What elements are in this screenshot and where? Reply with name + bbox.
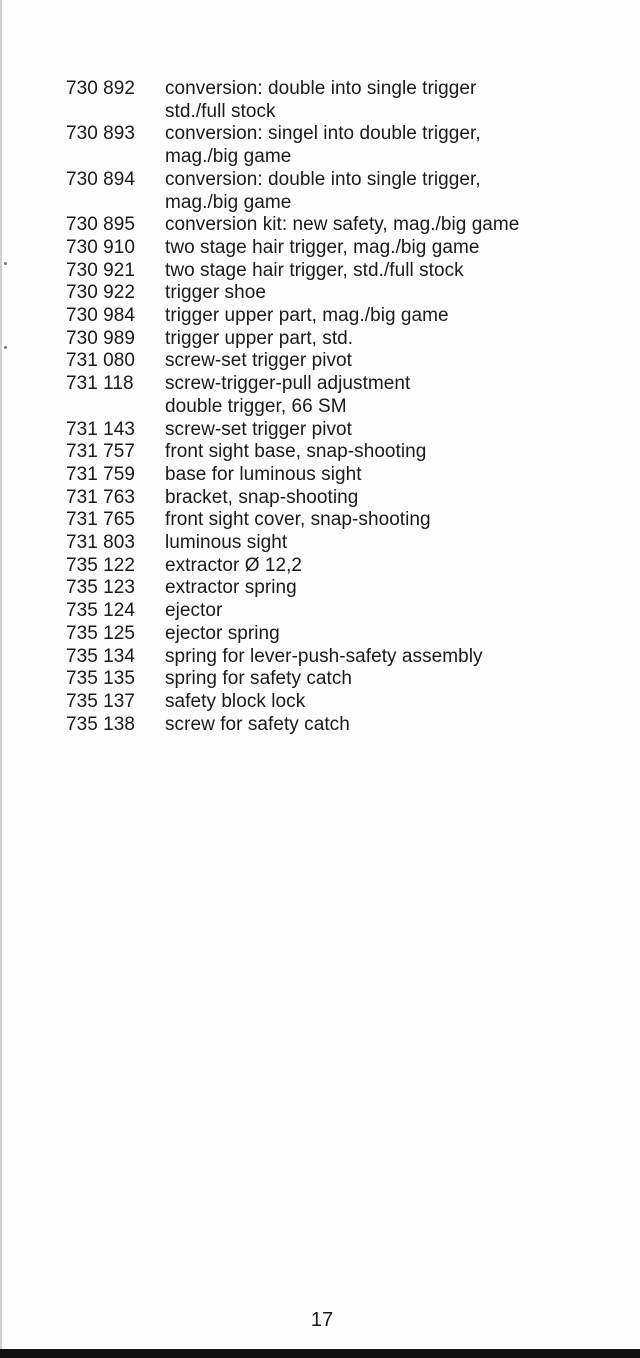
parts-list — [66, 78, 626, 736]
part-description-line: trigger upper part, std. — [165, 327, 354, 349]
part-description — [165, 532, 626, 555]
part-row — [66, 487, 626, 510]
part-row — [66, 169, 626, 214]
part-row — [66, 419, 626, 442]
part-description — [165, 714, 626, 737]
part-number: 735 125 — [66, 622, 136, 644]
part-description-line: trigger shoe — [165, 282, 266, 304]
part-row — [66, 577, 626, 600]
part-description-line: std./full stock — [165, 100, 276, 122]
part-number: 731 080 — [66, 350, 136, 372]
part-number: 731 759 — [66, 463, 136, 485]
part-description — [165, 419, 626, 442]
part-description — [165, 441, 626, 464]
part-row — [66, 282, 626, 305]
part-number: 731 143 — [66, 418, 136, 440]
part-description-line: safety block lock — [165, 690, 306, 712]
part-description-line: mag./big game — [165, 191, 292, 213]
part-description — [165, 78, 626, 123]
part-row — [66, 646, 626, 669]
bottom-rule — [0, 1349, 640, 1358]
part-description — [165, 237, 626, 260]
page-left-edge — [0, 0, 2, 1350]
page-number: 17 — [310, 1309, 334, 1331]
part-number: 735 122 — [66, 554, 136, 576]
part-description-line: ejector spring — [165, 622, 280, 644]
part-description-line: two stage hair trigger, mag./big game — [165, 236, 480, 258]
part-description-line: spring for safety catch — [165, 668, 353, 690]
part-number: 731 803 — [66, 532, 136, 554]
part-row — [66, 668, 626, 691]
part-number: 735 123 — [66, 577, 136, 599]
part-number: 735 134 — [66, 645, 136, 667]
part-number: 730 922 — [66, 282, 136, 304]
part-description-line: screw for safety catch — [165, 713, 350, 735]
part-description — [165, 487, 626, 510]
part-number: 730 895 — [66, 214, 136, 236]
part-description-line: screw-set trigger pivot — [165, 350, 352, 372]
part-description-line: bracket, snap-shooting — [165, 486, 359, 508]
part-description — [165, 691, 626, 714]
part-row — [66, 373, 626, 418]
part-row — [66, 123, 626, 168]
part-description-line: front sight base, snap-shooting — [165, 441, 427, 463]
part-number: 730 910 — [66, 236, 136, 258]
part-row — [66, 509, 626, 532]
part-description-line: conversion: singel into double trigger, — [165, 123, 481, 145]
part-description-line: extractor spring — [165, 577, 297, 599]
part-description — [165, 509, 626, 532]
part-description-line: conversion: double into single trigger — [165, 78, 477, 99]
part-description — [165, 577, 626, 600]
part-description-line: conversion: double into single trigger, — [165, 168, 481, 190]
part-description-line: spring for lever-push-safety assembly — [165, 645, 483, 667]
part-row — [66, 328, 626, 351]
part-description-line: ejector — [165, 600, 223, 622]
part-description — [165, 305, 626, 328]
part-number: 731 118 — [66, 373, 134, 395]
part-row — [66, 714, 626, 737]
part-row — [66, 350, 626, 373]
scan-speck — [4, 262, 7, 265]
part-description-line: extractor Ø 12,2 — [165, 554, 303, 576]
part-row — [66, 532, 626, 555]
part-row — [66, 691, 626, 714]
part-description — [165, 214, 626, 237]
part-number: 730 989 — [66, 327, 136, 349]
part-row — [66, 555, 626, 578]
part-number: 735 135 — [66, 668, 136, 690]
part-number: 730 892 — [66, 78, 136, 99]
part-description-line: screw-set trigger pivot — [165, 418, 352, 440]
part-description-line: screw-trigger-pull adjustment — [165, 373, 411, 395]
part-number: 730 894 — [66, 168, 136, 190]
part-description-line: double trigger, 66 SM — [165, 395, 347, 417]
part-number: 730 921 — [66, 259, 136, 281]
part-number: 735 124 — [66, 600, 136, 622]
part-description — [165, 600, 626, 623]
part-description — [165, 350, 626, 373]
part-description — [165, 646, 626, 669]
part-number: 730 984 — [66, 305, 136, 327]
part-row — [66, 305, 626, 328]
part-row — [66, 78, 626, 123]
part-description — [165, 169, 626, 214]
part-row — [66, 214, 626, 237]
part-description-line: trigger upper part, mag./big game — [165, 305, 449, 327]
part-description — [165, 282, 626, 305]
part-description-line: conversion kit: new safety, mag./big game — [165, 214, 520, 236]
part-number: 735 138 — [66, 713, 136, 735]
part-description-line: base for luminous sight — [165, 463, 362, 485]
part-row — [66, 260, 626, 283]
part-row — [66, 600, 626, 623]
part-row — [66, 237, 626, 260]
part-description — [165, 328, 626, 351]
part-description — [165, 464, 626, 487]
part-description — [165, 668, 626, 691]
part-row — [66, 464, 626, 487]
part-row — [66, 441, 626, 464]
part-row — [66, 623, 626, 646]
part-description — [165, 555, 626, 578]
part-description-line: luminous sight — [165, 532, 288, 554]
part-number: 730 893 — [66, 123, 136, 145]
part-number: 731 757 — [66, 441, 136, 463]
part-description-line: front sight cover, snap-shooting — [165, 509, 431, 531]
part-description — [165, 373, 626, 418]
part-description — [165, 260, 626, 283]
part-description-line: two stage hair trigger, std./full stock — [165, 259, 464, 281]
scan-speck — [4, 346, 7, 349]
part-number: 731 763 — [66, 486, 136, 508]
part-description — [165, 623, 626, 646]
part-number: 735 137 — [66, 690, 136, 712]
part-description — [165, 123, 626, 168]
part-number: 731 765 — [66, 509, 136, 531]
part-description-line: mag./big game — [165, 146, 292, 168]
